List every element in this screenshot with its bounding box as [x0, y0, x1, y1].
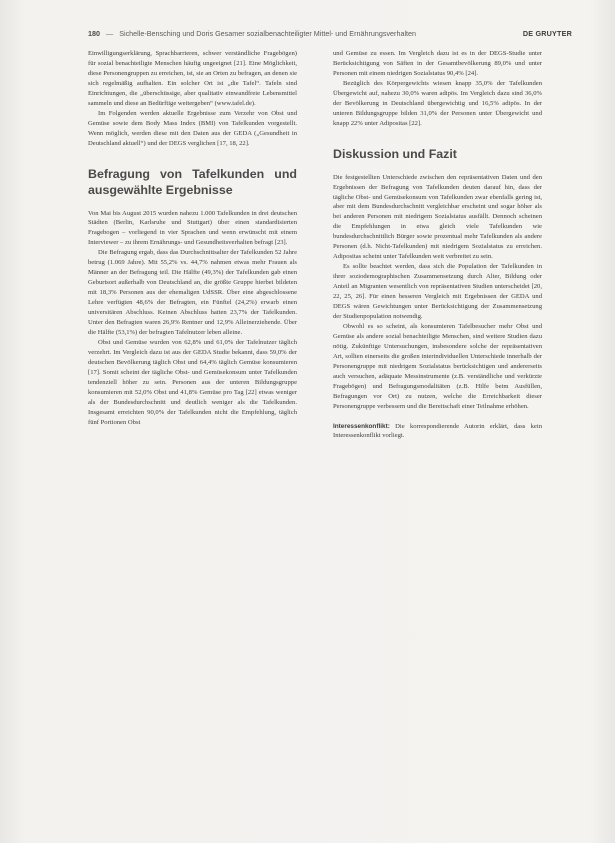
left-column — [88, 49, 297, 428]
header-dash: — — [106, 28, 114, 38]
body-paragraph: Im Folgenden werden aktuelle Ergebnisse zum Verzehr von Obst und Gemüse sowie dem Body Mass Index (BMI) von Tafelkunden vorgestellt. Wenn möglich, werden diese mit den Daten aus der GEDA („Gesundheit in Deutschland aktuell“) und der DEGS verglichen [17, 18, 22]. — [88, 109, 297, 147]
body-paragraph: und Gemüse zu essen. Im Vergleich dazu ist es in der DEGS-Studie unter Berücksichtigung von Säften in der Gesamtbevölkerung 89,0% und unter Personen mit einem niedrigen Sozialstatus 90,4% [24]. — [333, 50, 542, 77]
body-paragraph: Bezüglich des Körpergewichts wiesen knapp 35,0% der Tafelkunden Übergewicht auf, nahezu 30,0% waren adipös. Im Vergleich dazu sind 36,0% der Bevölkerung in Deutschland übergewichtig und 16,5% adipös. In der unteren Bildungsgruppe bilden 31,0% der Personen unter Übergewicht und knapp 22% unter Adipositas [22]. — [333, 79, 542, 127]
body-paragraph: Die Befragung ergab, dass das Durchschnittsalter der Tafelkunden 52 Jahre betrug (1.069 Jahre). Mit 55,2% vs. 44,7% nahmen etwas mehr Frauen als Männer an der Befragung teil. Die Hälfte (49,3%) der Tafelkunden gab einen Geburtsort außerhalb von Deutschland an, die größte Gruppe hierbei bildeten mit 18,3% Personen aus der ehemaligen UdSSR. Über eine abgeschlossene Lehre verfügten 48,6% der Befragten, ein Fünftel (24,2%) erwarb einen universitären Abschluss. Keinen Abschluss hatten 23,7% der Tafelkunden. Unter den Befragten waren 26,9% Rentner und 12,9% Alleinerziehende. Über die Hälfte (53,1%) der befragten Tafelnutzer leben alleine. — [88, 249, 297, 336]
page-number: 180 — [88, 28, 100, 38]
body-paragraph: Von Mai bis August 2015 wurden nahezu 1.000 Tafelkunden in drei deutschen Städten (Berlin, Karlsruhe und Stuttgart) über einen standardisierten Fragebogen – vorliegend in vier Sprachen und wenn erwünscht mit einem Interviewer – zu ihrem Ernährungs- und Gesundheitsverhalten befragt [23]. — [88, 209, 297, 247]
section-heading: Befragung von Tafelkunden und ausgewählte Ergebnisse — [88, 166, 297, 197]
right-column — [333, 49, 542, 441]
spacer — [333, 412, 542, 422]
conflict-of-interest — [333, 422, 542, 442]
body-paragraph: Obst und Gemüse wurden von 62,8% und 61,0% der Tafelnutzer täglich verzehrt. Im Vergleich dazu ist aus der GEDA Studie bekannt, dass 59,0% der deutschen Bevölkerung täglich Obst und 64,4% täglich Gemüse konsumieren [17]. Somit scheint der tägliche Obst- und Gemüsekonsum unter Tafelkunden tendenziell höher zu sein. Personen aus der unteren Bildungsgruppe konsumieren mit 52,0% Obst und 41,8% Gemüse pro Tag [22] etwas weniger als der Bundesdurchschnitt und deutlich weniger als die Tafelkunden. Insgesamt erreichten 90,0% der Tafelkunden nicht die Empfehlung, täglich fünf Portionen Obst — [88, 338, 297, 426]
body-paragraph: Die festgestellten Unterschiede zwischen den repräsentativen Daten und den Ergebnissen der Befragung von Tafelkunden deuten darauf hin, dass der tägliche Obst- und Gemüsekonsum von Tafelkunden zwar ebenfalls gering ist, aber mit dem Bundesdurchschnitt vergleichbar erscheint und sogar höher als bei anderen Personen mit niedrigem Sozialstatus ausfällt. Dennoch scheinen die Empfehlungen in etwa gleich viele Tafelkunden wie bundesdurchschnittlich Bürger sowie prozentual mehr Tafelkunden als andere Personen (d.h. Nicht-Tafelkunden) mit niedrigem Sozialstatus zu erreichen. Adipositas scheint unter Tafelkunden weit verbreitet zu sein. — [333, 173, 542, 261]
coi-label: Interessenkonflikt: — [333, 422, 390, 430]
body-paragraph: Es sollte beachtet werden, dass sich die Population der Tafelkunden in ihrer soziodemographischen Zusammensetzung durch Alter, Bildung oder Anteil an Migranten wesentlich von repräsentativen Studien unterscheidet [20, 22, 25, 26]. Für einen besseren Vergleich mit Ergebnissen der GEDA und DEGS wären Gewichtungen unter Berücksichtigung der Zusammensetzung der Studienpopulation notwendig. — [333, 263, 542, 320]
publisher-logo: DE GRUYTER — [522, 28, 572, 38]
section-heading: Diskussion und Fazit — [333, 146, 457, 161]
coi-text: Die korrespondierende Autorin erklärt, dass kein Interessenkonflikt vorliegt. — [333, 422, 542, 440]
running-header — [88, 26, 572, 40]
running-title: Sichelle-Bensching und Doris Gesamer sozialbenachteiligter Mittel- und Ernährungsverhalten — [119, 28, 417, 38]
body-paragraph: Obwohl es so scheint, als konsumieren Tafelbesucher mehr Obst und Gemüse als andere sozial benachteiligte Menschen, sind weitere Studien dazu nötig. Zukünftige Untersuchungen, insbesondere solche der repräsentativen Art, sollten einerseits die großen interindividuellen Unterschiede innerhalb der Personengruppe mit niedrigem Sozialstatus berücksichtigen und andererseits auch versuchen, adäquate Messinstrumente (z.B. verständliche und verkürzte Fragebögen) und Befragungsmodalitäten (z.B. Hilfe beim Ausfüllen, Befragungen vor Ort) zu nutzen, welche die Erreichbarkeit dieser Personengruppe verbessern und die Bereitschaft einer Teilnahme erhöhen. — [333, 322, 542, 410]
body-paragraph: Einwilligungserklärung, Sprachbarrieren, schwer verständliche Fragebögen) für sozial benachteiligte Menschen häufig ungeeignet [21]. Eine Möglichkeit, diese Personengruppen zu erreichen, ist, sie an Orten zu befragen, an denen sie sich regelmäßig aufhalten. Ein solcher Ort ist „die Tafel“. Tafeln sind Einrichtungen, die „überschüssige, aber qualitativ einwandfreie Lebensmittel sammeln und diese an Bedürftige weitergeben“ (www.tafel.de). — [88, 50, 297, 107]
